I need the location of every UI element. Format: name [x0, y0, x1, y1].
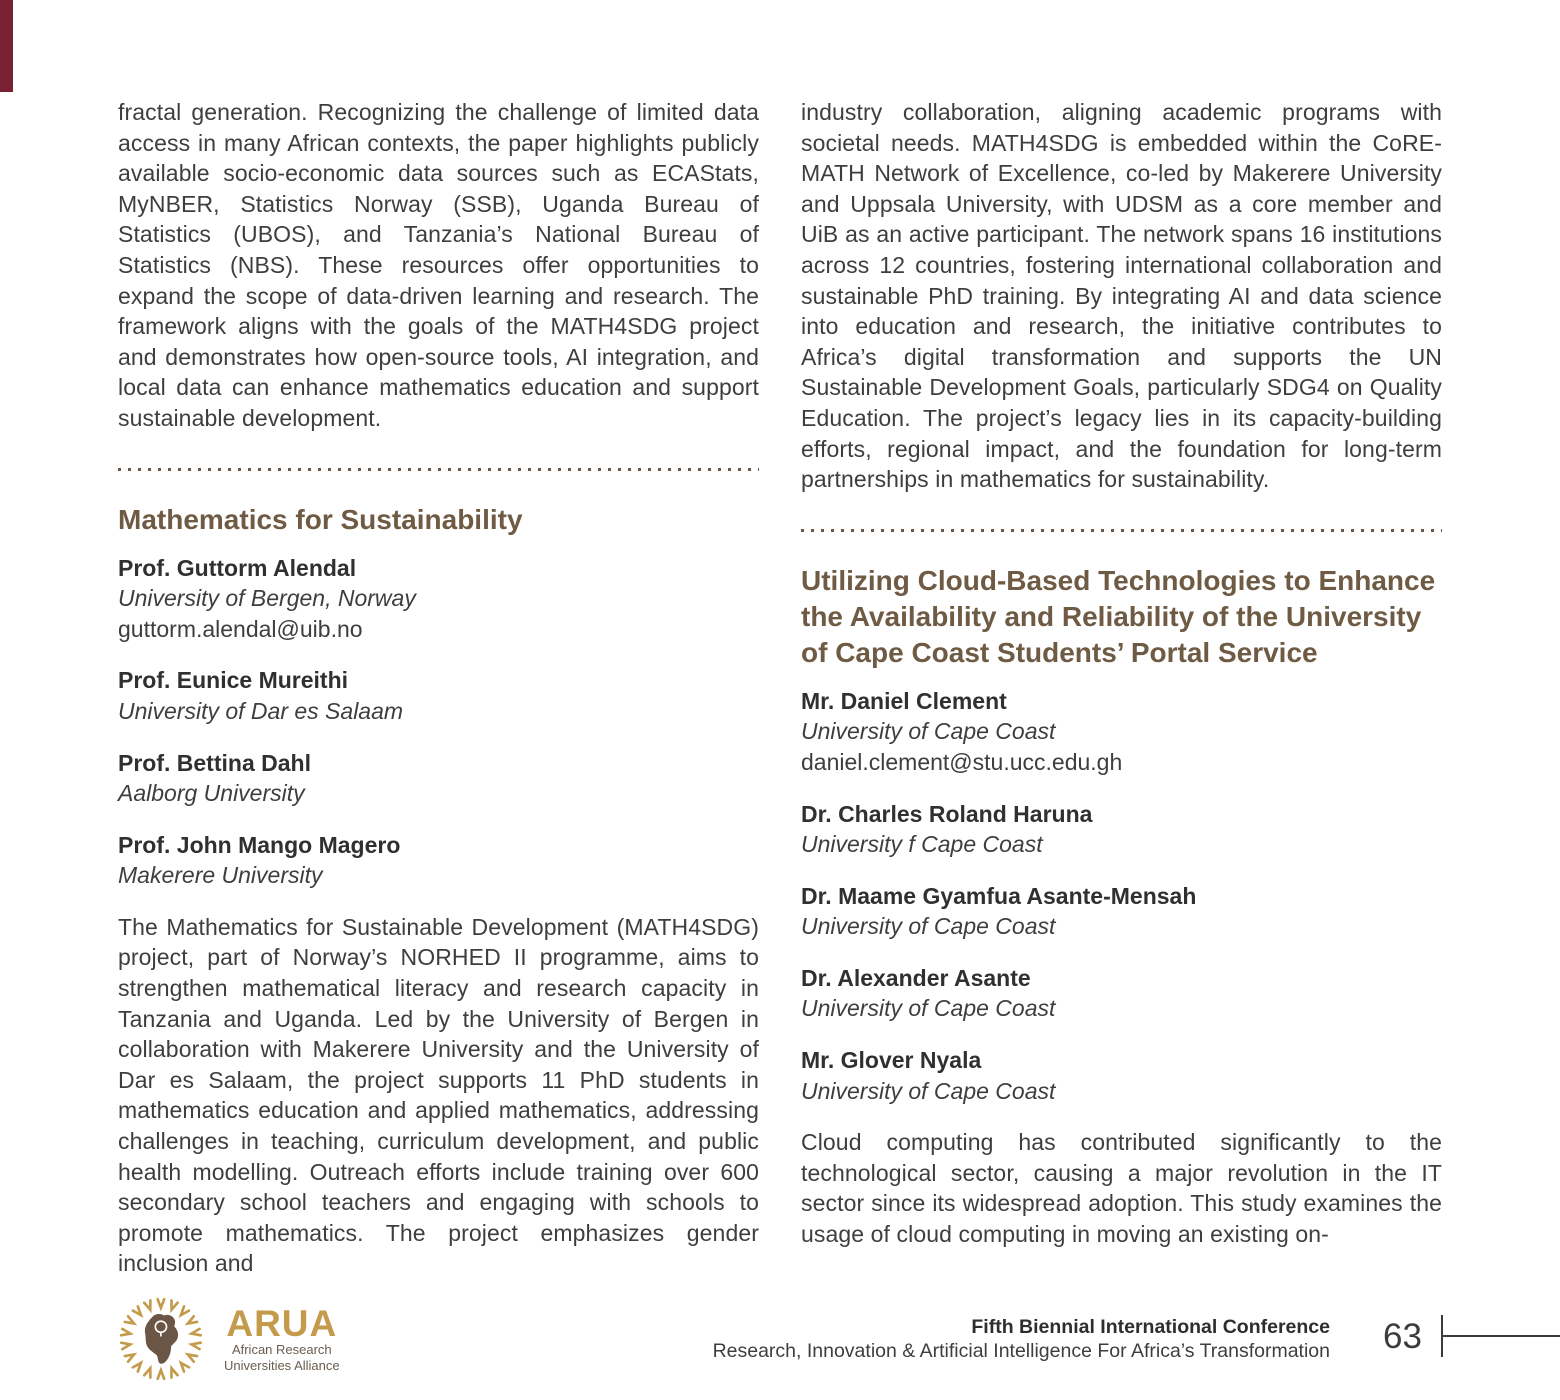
- page-number: 63: [1383, 1317, 1422, 1356]
- author-block: [118, 830, 759, 891]
- section-divider: [118, 468, 759, 471]
- conference-subtitle: Research, Innovation & Artificial Intelligence For Africa’s Transformation: [712, 1340, 1330, 1362]
- author-block: [118, 748, 759, 809]
- arua-logo-mark: [114, 1288, 216, 1390]
- author-affiliation: Aalborg University: [118, 780, 305, 807]
- author-name: Prof. Bettina Dahl: [118, 749, 311, 776]
- author-name: Dr. Maame Gyamfua Asante-Mensah: [801, 882, 1197, 909]
- author-name: Mr. Glover Nyala: [801, 1047, 982, 1074]
- session-title: Mathematics for Sustainability: [118, 503, 523, 535]
- author-affiliation: University of Dar es Salaam: [118, 697, 404, 724]
- page-edge-tab: [0, 0, 13, 92]
- page-number-bracket-horizontal: [1441, 1335, 1560, 1337]
- author-name: Prof. John Mango Magero: [118, 831, 401, 858]
- abstract-paragraph: The Mathematics for Sustainable Development (MATH4SDG) project, part of Norway’s NORHED II programme, aims to strengthen mathematical literacy and research capacity in Tanzania and Uganda. Led by the University of Bergen in collaboration with Makerere University and the University of Dar es Salaam, the project supports 11 PhD students in mathematics education and applied mathematics, addressing challenges in teaching, curriculum development, and public health modelling. Outreach efforts include training over 600 secondary school teachers and engaging with schools to promote mathematics. The project emphasizes gender inclusion and: [118, 913, 759, 1277]
- author-block: [801, 881, 1442, 942]
- author-affiliation: University of Cape Coast: [801, 1077, 1056, 1104]
- author-name: Prof. Eunice Mureithi: [118, 667, 349, 694]
- author-block: [801, 799, 1442, 860]
- author-email: daniel.clement@stu.ucc.edu.gh: [801, 748, 1123, 775]
- author-block: [801, 686, 1442, 778]
- abstract-paragraph: Cloud computing has contributed significantly to the technological sector, causing a major revolution in the IT sector since its widespread adoption. This study examines the usage of cloud computing in moving an existing on-: [801, 1129, 1442, 1248]
- author-block: [118, 553, 759, 645]
- arua-tagline-line1: African Research: [231, 1341, 332, 1357]
- session-title: Utilizing Cloud-Based Technologies to Enhance the Availability and Reliability of the University of Cape Coast Students’ Portal Service: [801, 564, 1436, 668]
- arua-logo-text: [224, 1302, 340, 1374]
- conference-title: Fifth Biennial International Conference: [971, 1316, 1330, 1338]
- author-name: Dr. Alexander Asante: [801, 964, 1031, 991]
- continued-paragraph: industry collaboration, aligning academic programs with societal needs. MATH4SDG is embedded within the CoRE-MATH Network of Excellence, co-led by Makerere University and Uppsala University, with UDSM as a core member and UiB as an active participant. The network spans 16 institutions across 12 countries, fostering international collaboration and sustainable PhD training. By integrating AI and data science into education and research, the initiative contributes to Africa’s digital transformation and supports the UN Sustainable Development Goals, particularly SDG4 on Quality Education. The project’s legacy lies in its capacity-building efforts, regional impact, and the foundation for long-term partnerships in mathematics for sustainability.: [801, 99, 1442, 493]
- author-block: [801, 1045, 1442, 1106]
- author-block: [118, 665, 759, 726]
- footer-conference-block: [713, 1316, 1330, 1363]
- author-affiliation: University of Cape Coast: [801, 718, 1056, 745]
- author-name: Dr. Charles Roland Haruna: [801, 800, 1093, 827]
- arua-wordmark: ARUA: [226, 1302, 338, 1344]
- right-column: [801, 97, 1442, 1279]
- arua-tagline-line2: Universities Alliance: [224, 1357, 340, 1373]
- arua-logo: [114, 1288, 340, 1390]
- author-affiliation: Makerere University: [118, 862, 323, 889]
- two-column-layout: [118, 97, 1442, 1279]
- author-email: guttorm.alendal@uib.no: [118, 615, 363, 642]
- author-affiliation: University of Cape Coast: [801, 913, 1056, 940]
- author-affiliation: University f Cape Coast: [801, 831, 1043, 858]
- author-affiliation: University of Cape Coast: [801, 995, 1056, 1022]
- left-column: [118, 97, 759, 1279]
- intro-paragraph: fractal generation. Recognizing the challenge of limited data access in many African contexts, the paper highlights publicly available socio-economic data sources such as ECAStats, MyNBER, Statistics Norway (SSB), Uganda Bureau of Statistics (UBOS), and Tanzania’s National Bureau of Statistics (NBS). These resources offer opportunities to expand the scope of data-driven learning and research. The framework aligns with the goals of the MATH4SDG project and demonstrates how open-source tools, AI integration, and local data can enhance mathematics education and support sustainable development.: [118, 99, 759, 431]
- author-name: Mr. Daniel Clement: [801, 687, 1007, 714]
- author-affiliation: University of Bergen, Norway: [118, 585, 416, 612]
- author-block: [801, 963, 1442, 1024]
- section-divider: [801, 529, 1442, 532]
- author-name: Prof. Guttorm Alendal: [118, 554, 357, 581]
